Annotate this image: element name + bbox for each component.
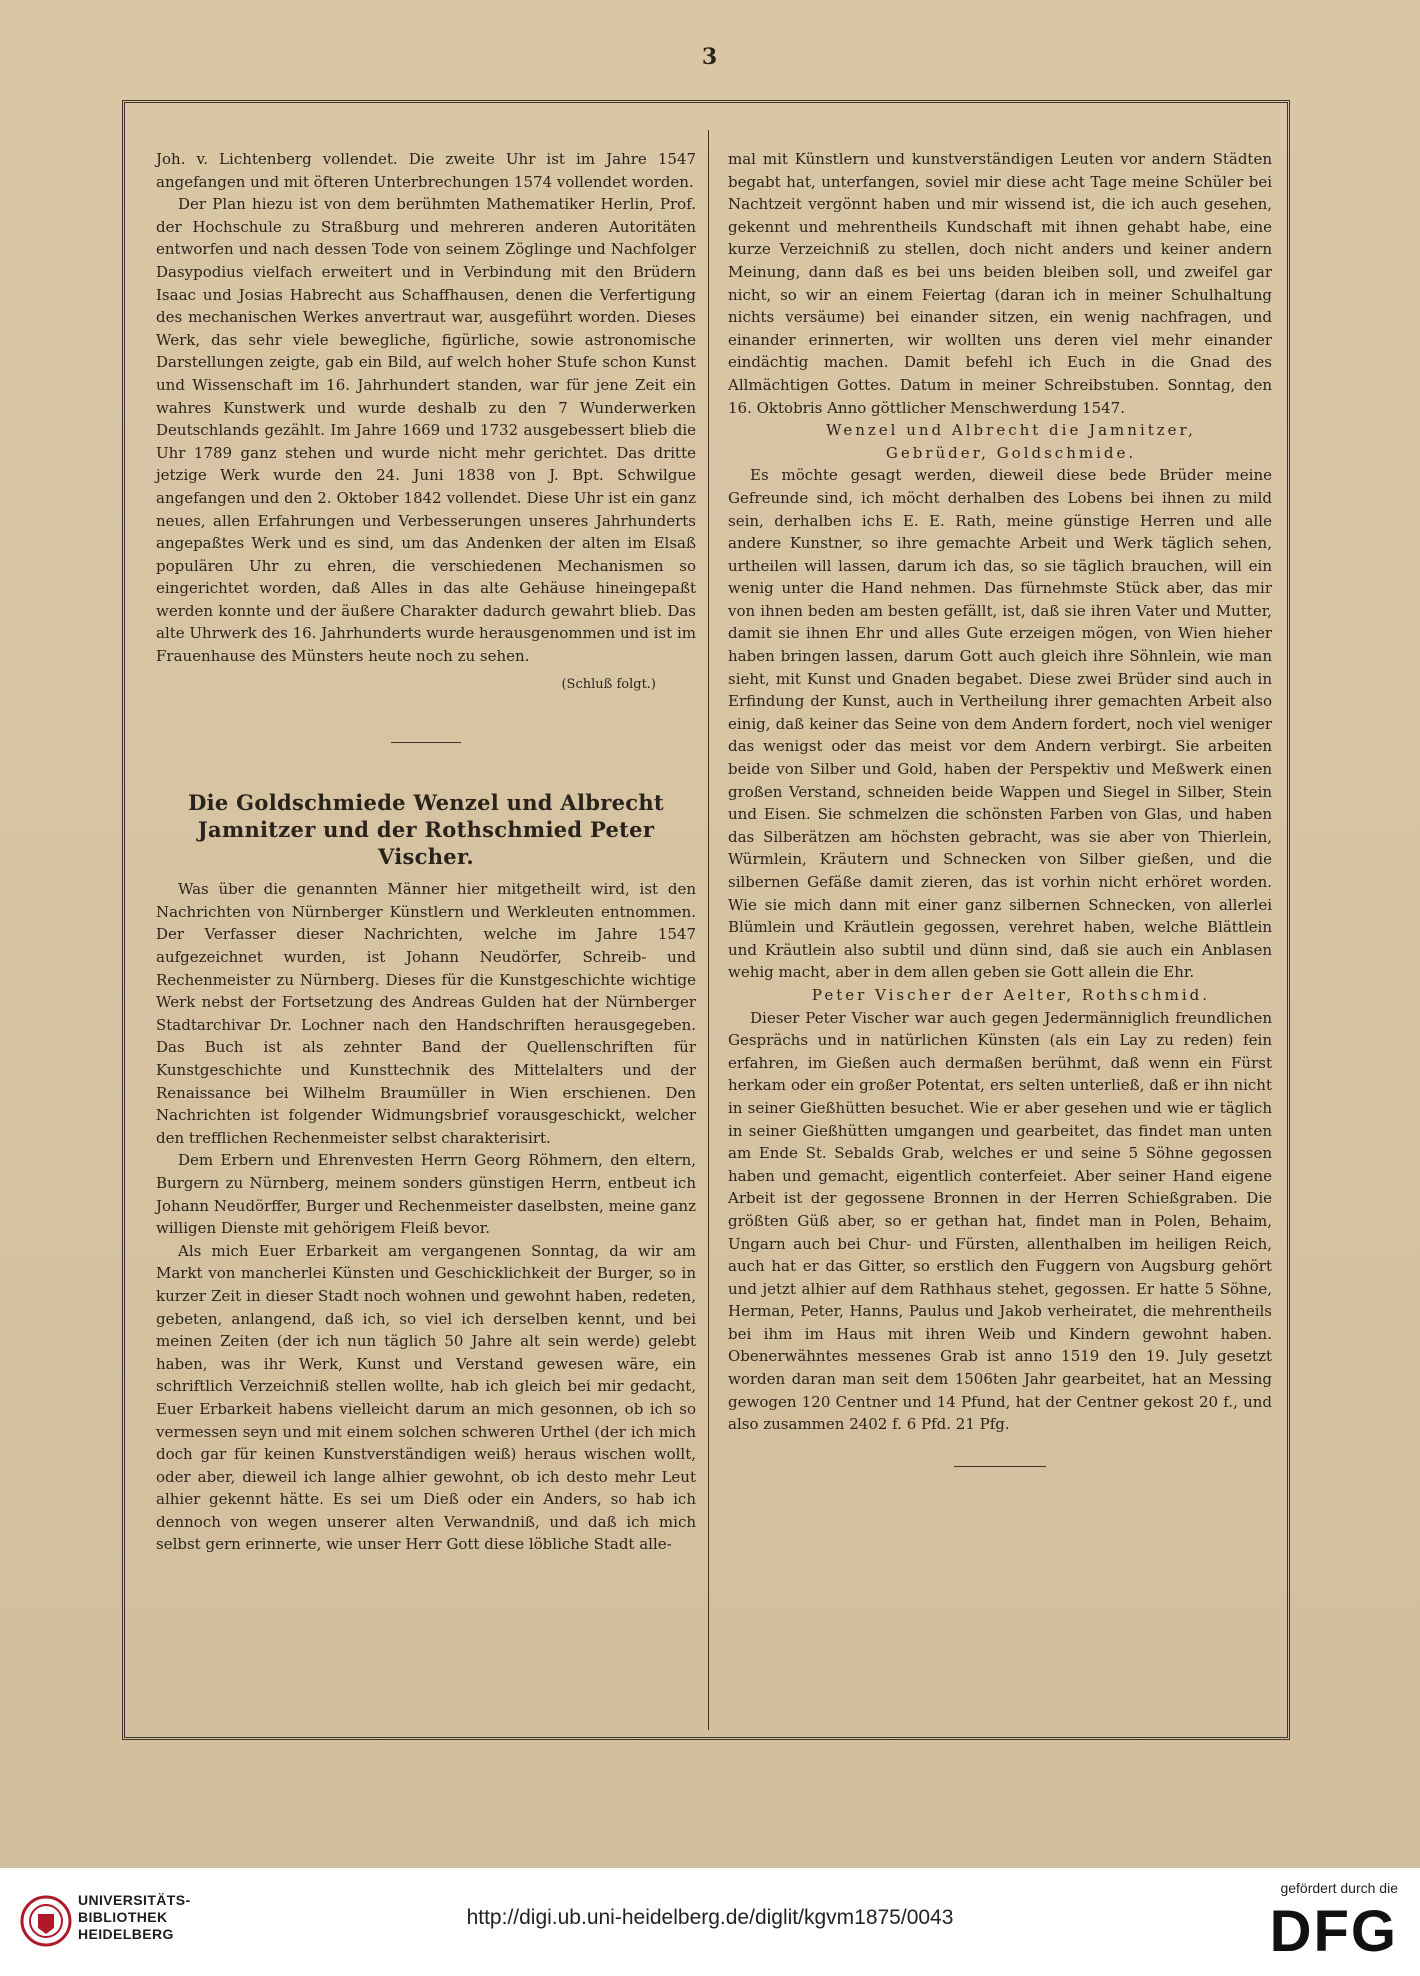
subheading: Wenzel und Albrecht die Jamnitzer, <box>826 421 1196 440</box>
right-column <box>728 148 1272 1467</box>
paragraph: Was über die genannten Männer hier mitgetheilt wird, ist den Nachrichten von Nürnberger Künstlern und Werkleuten entnommen. Der Verfasser dieser Nachrichten, welche im Jahre 1547 aufgezeichnet wurden, ist Johann Neudörfer, Schreib- und Rechenmeister zu Nürnberg. Dieses für die Kunstgeschichte wichtige Werk nebst der Fortsetzung des Andreas Gulden hat der Nürnberger Stadtarchivar Dr. Lochner nach den Handschriften herausgegeben. Das Buch ist als zehnter Band der Quellenschriften für Kunstgeschichte und Kunsttechnik des Mittelalters und der Renaissance bei Wilhelm Braumüller in Wien erschienen. Den Nachrichten ist folgender Widmungsbrief vorausgeschickt, welcher den trefflichen Rechenmeister selbst charakterisirt. <box>156 880 696 1147</box>
funding-note: gefördert durch die <box>1280 1880 1398 1896</box>
continuation-note: (Schluß folgt.) <box>561 676 656 692</box>
permalink-url[interactable]: http://digi.ub.uni-heidelberg.de/diglit/kgvm1875/0043 <box>466 1906 954 1929</box>
page-number: 3 <box>701 44 719 70</box>
paragraph: Als mich Euer Erbarkeit am vergangenen Sonntag, da wir am Markt von mancherlei Künsten und Geschicklichkeit der Burger, so in kurzer Zeit in dieser Stadt noch wohnen und gewohnt haben, redeten, gebeten, anlangend, daß ich, so viel ich derselben kennt, und bei meinen Zeiten (der ich nun täglich 50 Jahre alt sein werde) gelebt haben, was ihr Werk, Kunst und Verstand gewesen wäre, ein schriftlich Verzeichniß stellen wollte, hab ich gleich bei mir gedacht, Euer Erbarkeit habens vielleicht darum an mich gesonnen, ob ich so vermessen seyn und mit einem solchen schweren Urthel (der ich mich doch gar für keinen Kunstverständigen weiß) heraus wischen wollt, oder aber, dieweil ich lange alhier gewohnt, ob ich desto mehr Leut alhier gekennt hätte. Es sei um Dieß oder ein Anders, so hab ich dennoch von wegen unserer alten Verwandniß, und daß ich mich selbst gern erinnerte, wie unser Herr Gott diese löbliche Stadt alle- <box>156 1241 696 1554</box>
paragraph: mal mit Künstlern und kunstverständigen Leuten vor andern Städten begabt hat, unterfangen, soviel mir diese acht Tage meine Schüler bei Nachtzeit vergönnt haben und mir wissend ist, die ich auch gesehen, gekennt und mehrentheils Kundschaft mit ihnen gehabt habe, eine kurze Verzeichniß zu stellen, doch nicht anders und keiner andern Meinung, dann daß es bei uns beiden bleiben soll, und zweifel gar nicht, so wir an einem Feiertag (daran ich in meiner Schulhaltung nichts versäume) bei einander sitzen, ein wenig nachfragen, und einander erinnerten, wir wollten uns deren viel mehr einander eindächtig machen. Damit befehl ich Euch in die Gnad des Allmächtigen Gottes. Datum in meiner Schreibstuben. Sonntag, den 16. Oktobris Anno göttlicher Menschwerdung 1547. <box>728 150 1272 417</box>
viewer-footer <box>0 1868 1420 1976</box>
subheading: Peter Vischer der Aelter, Rothschmid. <box>811 985 1211 1004</box>
paragraph: Dieser Peter Vischer war auch gegen Jedermänniglich freundlichen Gesprächs und in natürlichen Künsten (als ein Lay zu reden) fein erfahren, im Gießen auch dermaßen berühmt, daß wenn ein Fürst herkam oder ein großer Potentat, ers selten unterließ, daß er ihn nicht in seiner Gießhütten besuchet. Wie er aber gesehen und wie er täglich in seiner Gießhütten umgangen und gearbeitet, das findet man unten am Ende St. Sebalds Grab, welches er und seine 5 Söhne gegossen haben und gemacht, eigentlich conterfeiet. Aber seiner Hand eigene Arbeit ist der gegossene Bronnen in der Herren Schießgraben. Die größten Güß aber, so er gethan hat, findet man in Polen, Behaim, Ungarn auch bei Chur- und Fürsten, allenthalben im heiligen Reich, auch hat er das Gitter, so erstlich den Fuggern von Augsburg gehört und jetzt alhier auf dem Rathhaus stehet, gegossen. Er hatte 5 Söhne, Herman, Peter, Hanns, Paulus und Jakob verheiratet, die mehrentheils bei ihm im Haus mit ihren Weib und Kindern gewohnt haben. Obenerwähntes messenes Grab ist anno 1519 den 19. July gesetzt worden daran man seit dem 1506ten Jahr gearbeitet, hat an Messing gewogen 120 Centner und 14 Pfund, hat der Centner gekost 20 f., und also zusammen 2402 f. 6 Pfd. 21 Pfg. <box>728 1008 1272 1434</box>
left-column <box>156 148 696 1556</box>
subheading: Gebrüder, Goldschmide. <box>885 443 1137 462</box>
paragraph: Dem Erbern und Ehrenvesten Herrn Georg Röhmern, den eltern, Burgern zu Nürnberg, meinem sonders günstigen Herrn, entbeut ich Johann Neudörffer, Burger und Rechenmeister daselbsten, meine ganz willigen Dienste mit gehörigem Fleiß bevor. <box>156 1151 696 1238</box>
column-divider <box>708 130 709 1730</box>
article-title: Die Goldschmiede Wenzel und Albrecht Jamnitzer und der Rothschmied Peter Vischer. <box>188 790 664 870</box>
paragraph: Joh. v. Lichtenberg vollendet. Die zweite Uhr ist im Jahre 1547 angefangen und mit öfteren Unterbrechungen 1574 vollendet worden. <box>156 150 696 191</box>
dfg-logo[interactable]: DFG <box>1269 1899 1398 1964</box>
section-rule <box>391 742 461 743</box>
end-rule <box>954 1466 1046 1467</box>
library-name-line: HEIDELBERG <box>78 1926 174 1942</box>
paragraph: Der Plan hiezu ist von dem berühmten Mathematiker Herlin, Prof. der Hochschule zu Straßburg und mehreren anderen Autoritäten entworfen und nach dessen Tode von seinem Zöglinge und Nachfolger Dasypodius vielfach erweitert und in Verbindung mit den Brüdern Isaac und Josias Habrecht aus Schaffhausen, denen die Verfertigung des mechanischen Werkes anvertraut war, ausgeführt worden. Dieses Werk, das sehr viele bewegliche, figürliche, sowie astronomische Darstellungen zeigte, gab ein Bild, auf welch hoher Stufe schon Kunst und Wissenschaft im 16. Jahrhundert standen, war für jene Zeit ein wahres Kunstwerk und wurde deshalb zu den 7 Wunderwerken Deutschlands gezählt. Im Jahre 1669 und 1732 ausgebessert blieb die Uhr 1789 ganz stehen und wurde nicht mehr gerichtet. Das dritte jetzige Werk wurde den 24. Juni 1838 von J. Bpt. Schwilgue angefangen und den 2. Oktober 1842 vollendet. Diese Uhr ist ein ganz neues, allen Erfahrungen und Verbesserungen unseres Jahrhunderts angepaßtes Werk und es sind, um das Andenken der alten im Elsaß populären Uhr zu ehren, die verschiedenen Mechanismen so eingerichtet worden, daß Alles in das alte Gehäuse hineingepaßt werden konnte und der äußere Charakter dadurch gewahrt blieb. Das alte Uhrwerk des 16. Jahrhunderts wurde herausgenommen und ist im Frauenhause des Münsters heute noch zu sehen. <box>156 195 696 666</box>
library-name-line: UNIVERSITÄTS- <box>78 1892 191 1908</box>
library-name-line: BIBLIOTHEK <box>78 1909 168 1925</box>
paragraph: Es möchte gesagt werden, dieweil diese bede Brüder meine Gefreunde sind, ich möcht derhalben des Lobens bei ihnen zu mild sein, derhalben ichs E. E. Rath, meine günstige Herren und alle andere Kunstner, so ihre gemachte Arbeit und Werk täglich sehen, urtheilen will lassen, darum ich das, so sie täglich brauchen, will ein wenig unter die Hand nehmen. Das fürnehmste Stück aber, das mir von ihnen beden am besten gefällt, ist, daß sie ihren Vater und Mutter, damit sie ihnen Ehr und alles Gute erzeigen mögen, von Wien hieher haben bringen lassen, darum Gott auch gleich ihre Söhnlein, wie man sieht, mit Kunst und Gnaden begabet. Diese zwei Brüder sind auch in Erfindung der Kunst, auch in Vertheilung ihrer gemachten Arbeit also einig, daß keiner das Seine von dem Andern fordert, noch viel weniger das wenigst oder das meist vor dem Andern verbirgt. Sie arbeiten beide von Silber und Gold, haben der Perspektiv und Meßwerk einen großen Verstand, schneiden beide Wappen und Siegel in Silber, Stein und Eisen. Sie schmelzen die schönsten Farben von Glas, und haben das Silberätzen am höchsten gebracht, was sie aber von Thierlein, Würmlein, Kräutern und Schnecken von Silber gießen, und die silbernen Gefäße damit zieren, das ist vorhin nicht erhöret worden. Wie sie mich dann mit einer ganz silbernen Schnecken, von allerlei Blümlein und Kräutlein gegossen, verehret haben, welche Blättlein und Kräutlein also subtil und dünn sind, daß sie auch ein Anblasen wehig macht, aber in dem allen geben sie Gott allein die Ehr. <box>728 466 1272 982</box>
